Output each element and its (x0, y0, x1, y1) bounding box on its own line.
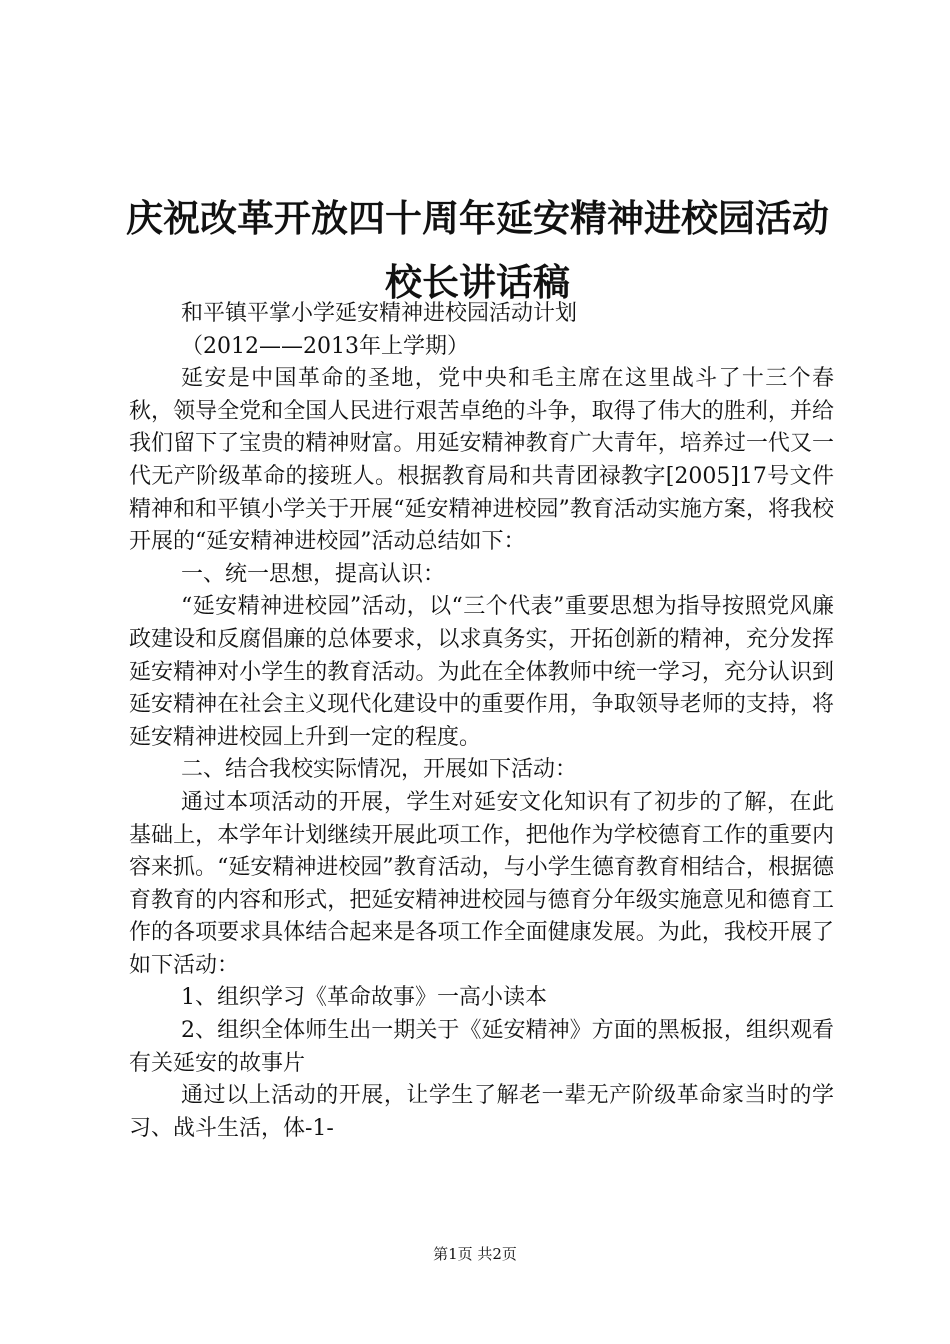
section-heading-1: 一、统一思想，提高认识： (181, 561, 446, 587)
page-footer: 第1页 共2页 (433, 1245, 517, 1263)
paragraph: 通过以上活动的开展，让学生了解老一辈无产阶级革命家当时的学习、战斗生活，体-1- (129, 1083, 834, 1141)
paragraph: “延安精神进校园”活动，以“三个代表”重要思想为指导按照党风廉政建设和反腐倡廉的总体要求，以求真务实，开拓创新的精神，充分发挥延安精神对小学生的教育活动。为此在全体教师中统一学习，充分认识到延安精神在社会主义现代化建设中的重要作用，争取领导老师的支持，将延安精神进校园上升到一定的程度。 (129, 594, 834, 750)
document-title: 庆祝改革开放四十周年延安精神进校园活动校长讲话稿 (126, 196, 829, 304)
list-item: 1、组织学习《革命故事》一高小读本 (181, 985, 547, 1011)
paragraph: 延安是中国革命的圣地，党中央和毛主席在这里战斗了十三个春秋，领导全党和全国人民进行艰苦卓绝的斗争，取得了伟大的胜利，并给我们留下了宝贵的精神财富。用延安精神教育广大青年，培养过一代又一代无产阶级革命的接班人。根据教育局和共青团禄教字[2005]17号文件精神和和平镇小学关于开展“延安精神进校园”教育活动实施方案，将我校开展的“延安精神进校园”活动总结如下： (129, 366, 834, 555)
plan-heading: 和平镇平掌小学延安精神进校园活动计划 (181, 301, 578, 326)
section-heading-2: 二、结合我校实际情况，开展如下活动： (181, 757, 578, 783)
list-item: 2、组织全体师生出一期关于《延安精神》方面的黑板报，组织观看有关延安的故事片 (129, 1018, 834, 1076)
plan-term: （2012——2013年上学期） (181, 333, 469, 359)
document-body (129, 298, 834, 1145)
paragraph: 通过本项活动的开展，学生对延安文化知识有了初步的了解，在此基础上，本学年计划继续开展此项工作，把他作为学校德育工作的重要内容来抓。“延安精神进校园”教育活动，与小学生德育教育相结合，根据德育教育的内容和形式，把延安精神进校园与德育分年级实施意见和德育工作的各项要求具体结合起来是各项工作全面健康发展。为此，我校开展了如下活动： (129, 789, 834, 978)
